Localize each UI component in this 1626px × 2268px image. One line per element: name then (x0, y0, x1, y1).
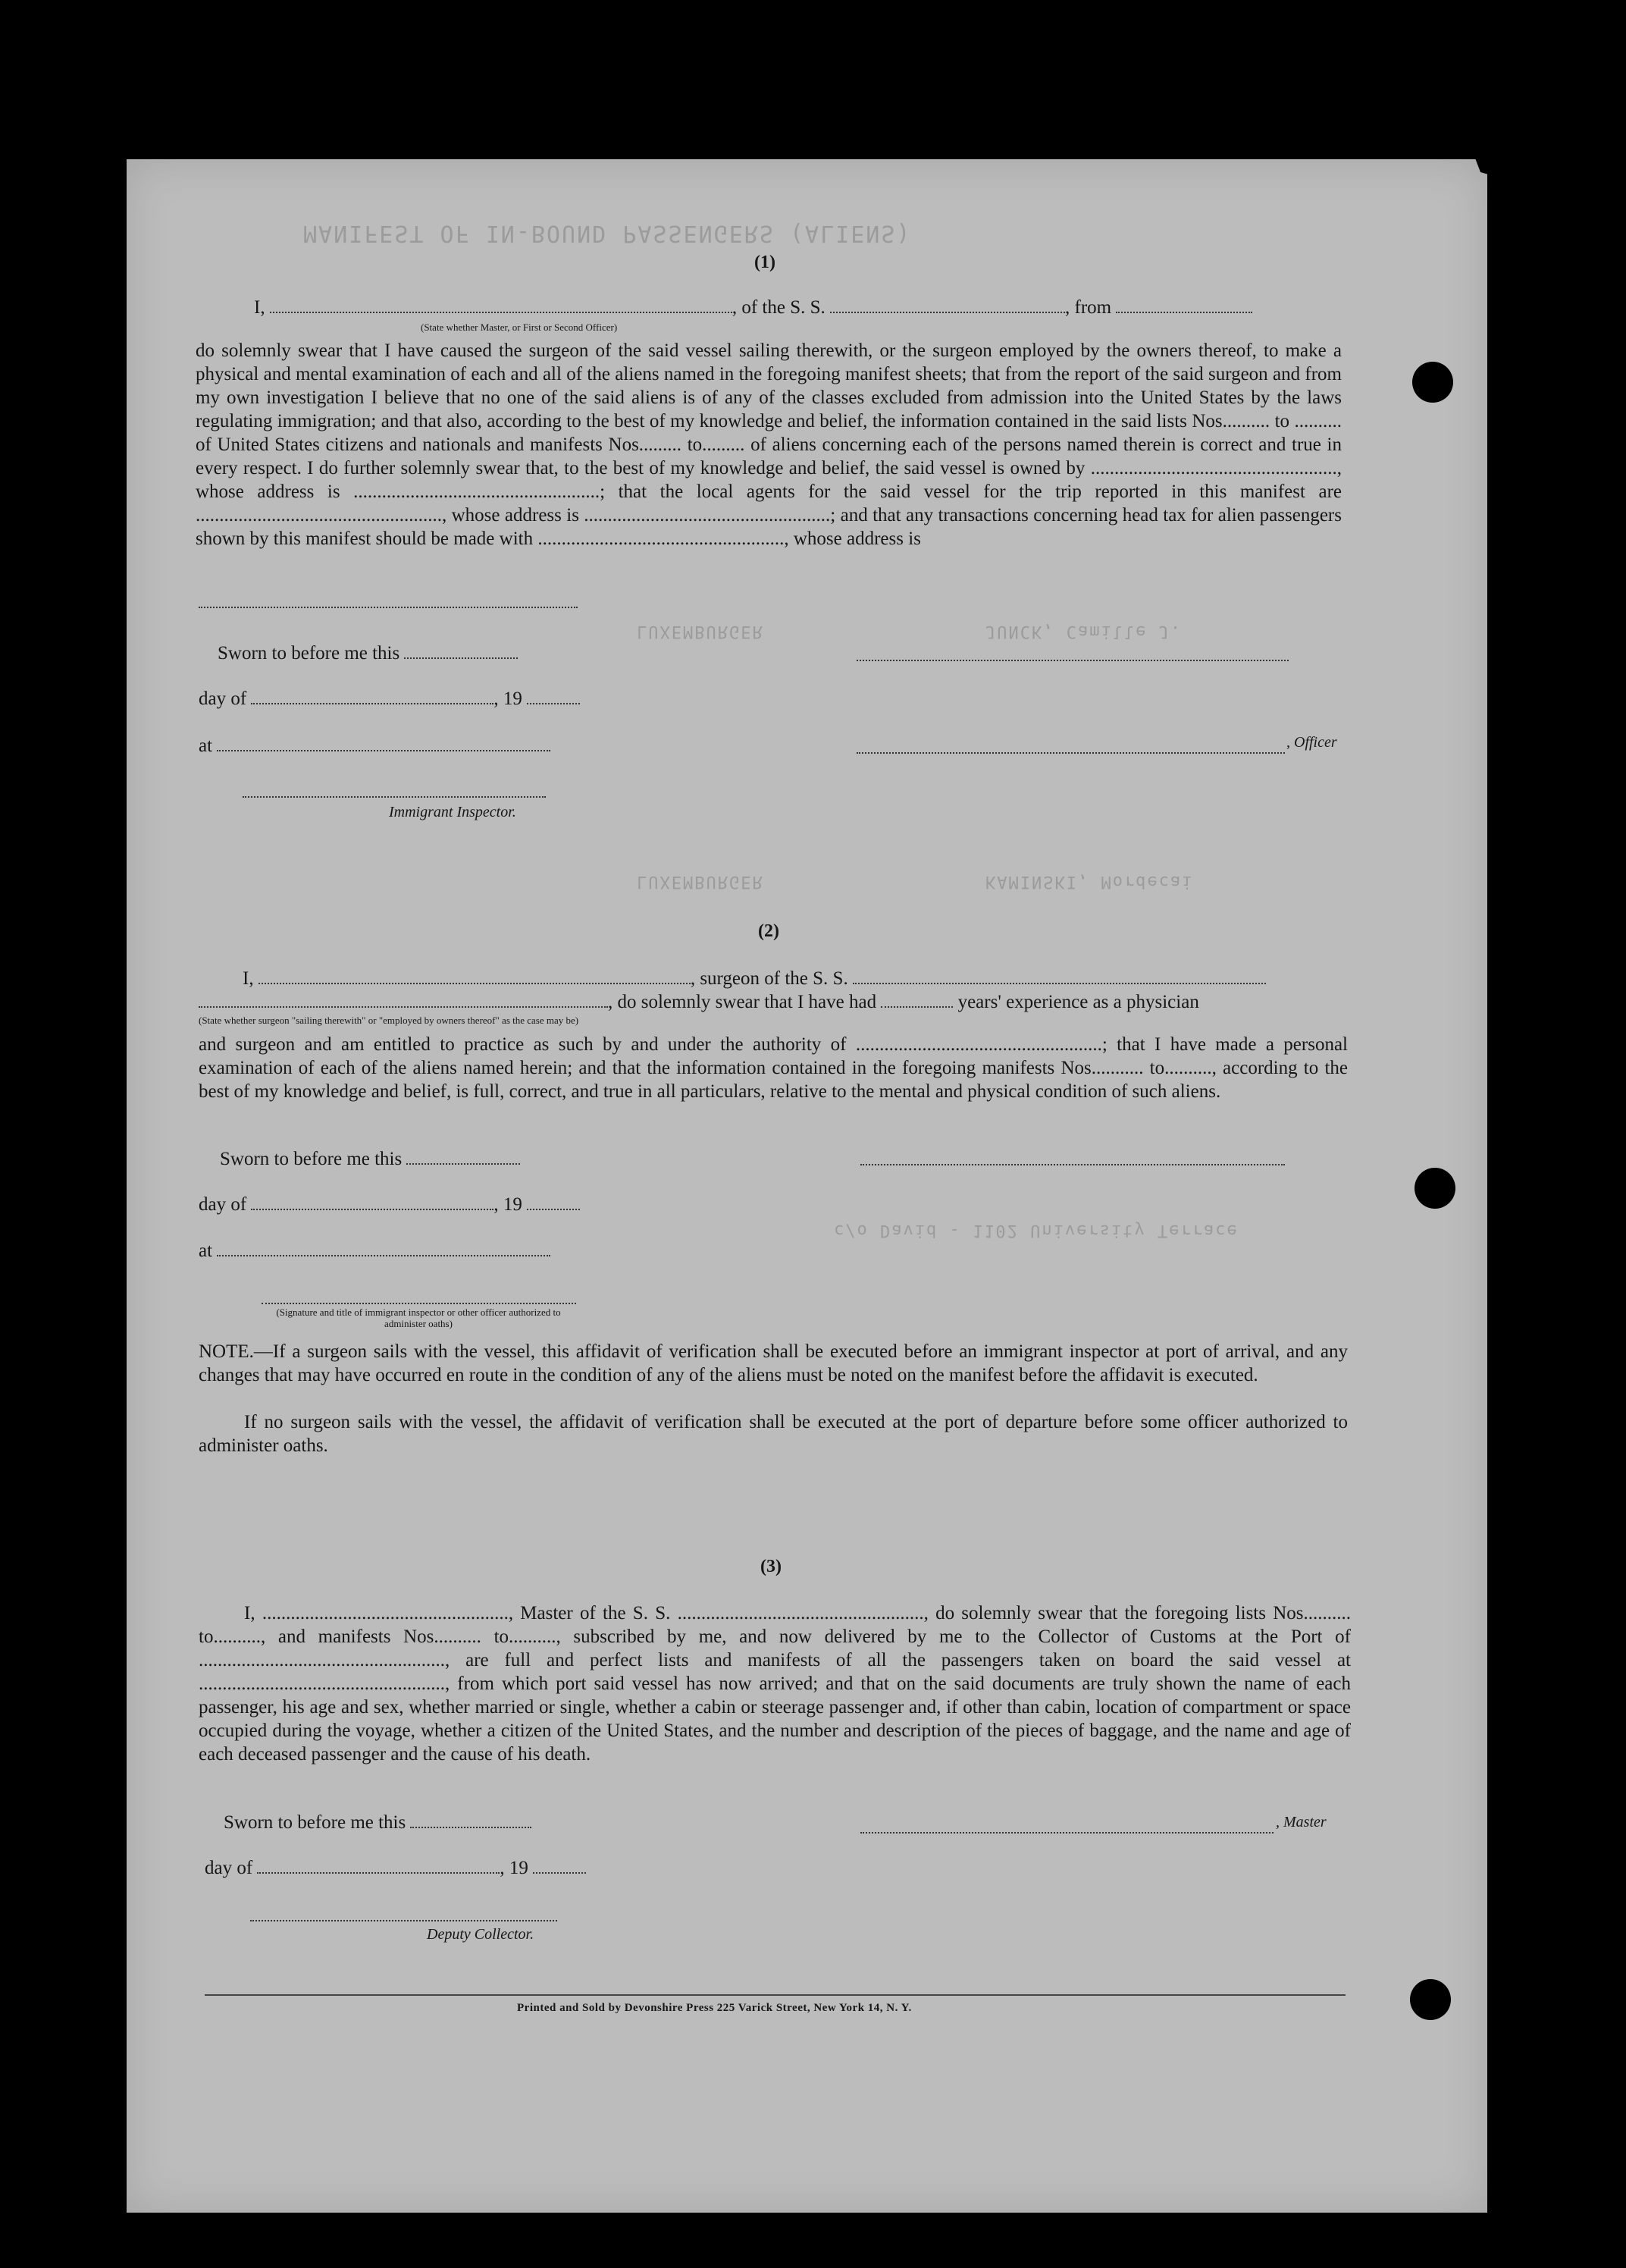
immigrant-inspector-label: Immigrant Inspector. (389, 804, 516, 820)
sworn-date-field[interactable] (404, 644, 518, 659)
punch-hole-bottom (1410, 1979, 1451, 2020)
sworn-date-field[interactable] (406, 1150, 520, 1165)
section-3-day-line (205, 1858, 586, 1879)
day-of-label: day of (199, 689, 247, 709)
dotted-separator (199, 607, 578, 608)
section-1-sworn-line (218, 643, 518, 664)
day-of-label: day of (205, 1858, 253, 1878)
bleed-through-text: LUXEMBURGER (637, 872, 764, 891)
authorized-officer-signature-line[interactable] (262, 1303, 576, 1304)
section-2-at-line (199, 1241, 550, 1262)
section-1-at-line (199, 736, 550, 757)
punch-hole-top (1412, 362, 1453, 403)
day-of-field[interactable] (257, 1859, 500, 1874)
bleed-through-text: c/o David - 1102 University Terrace (834, 1221, 1239, 1240)
sworn-date-field[interactable] (410, 1813, 531, 1828)
surgeon-status-note: (State whether surgeon "sailing therewith" or "employed by owners thereof" as the case may be) (199, 1015, 579, 1026)
section-2-oath-text: and surgeon and am entitled to practice as such by and under the authority of ....................................................; that I have made a personal examination of each of the aliens named herein; and that the information contained in the foregoing manifests Nos........... to.........., according to the best of my knowledge and belief, is full, correct, and true in all particulars, relative to the mental and physical condition of such aliens. (199, 1034, 1348, 1102)
note-paragraph-2: If no surgeon sails with the vessel, the affidavit of verification shall be executed at the port of departure before some officer authorized to administer oaths. (199, 1412, 1348, 1456)
vessel-name-field[interactable] (830, 298, 1065, 313)
signature-line[interactable] (857, 660, 1289, 661)
deputy-collector-label: Deputy Collector. (427, 1926, 534, 1943)
of-the-ss-label: , of the S. S. (732, 297, 826, 318)
section-2-affiant-line (243, 968, 1266, 990)
years-label: years' experience as a physician (957, 992, 1199, 1012)
at-place-field[interactable] (217, 736, 550, 751)
sworn-label: Sworn to before me this (220, 1149, 403, 1169)
officer-name-field[interactable] (270, 298, 732, 313)
section-3-number: (3) (760, 1557, 782, 1576)
surgeon-name-field[interactable] (258, 969, 691, 984)
signature-title-note: (Signature and title of immigrant inspector or other officer authorized to administer oaths) (276, 1307, 561, 1329)
footer-rule (205, 1994, 1346, 1996)
section-3-oath-text: I, ...................................................., Master of the S. S. ...................................................., do solemnly swear that the foregoing lists Nos.......... to.........., and manifests Nos.......... to.........., subscribed by me, and now delivered by me to the Collector of Customs at the Port of ...................................................., are full and perfect lists and manifests of all the passengers taken on board the said vessel at ...................................................., from which port said vessel has now arrived; and that on the said documents are truly shown the name of each passenger, his age and sex, whether married or single, whether a cabin or steerage passenger and, if other than cabin, location of compartment or space occupied during the voyage, whether a citizen of the United States, and the number and description of the pieces of baggage, and the name and age of each deceased passenger and the cause of his death. (199, 1603, 1351, 1765)
officer-label: , Officer (1286, 734, 1337, 751)
surgeon-of-label: , surgeon of the S. S. (690, 968, 848, 989)
at-label: at (199, 736, 213, 756)
section-2-day-line (199, 1194, 580, 1216)
year-field[interactable] (527, 689, 580, 704)
section-2-sworn-line (220, 1149, 520, 1170)
surgeon-vessel-field[interactable] (853, 969, 1266, 984)
from-label: , from (1065, 297, 1112, 318)
bleed-through-text: MANIFEST OF IN-BOUND PASSENGERS (ALIENS) (303, 220, 912, 246)
bleed-through-text: KAMINSKI, Mordecai (985, 872, 1194, 891)
section-2-i: I, (243, 968, 254, 989)
inspector-signature-line[interactable] (243, 796, 546, 798)
section-1-i: I, (254, 297, 265, 318)
section-1-affiant-line (254, 297, 1252, 318)
officer-signature-line[interactable] (857, 752, 1285, 754)
at-label: at (199, 1241, 213, 1261)
at-place-field[interactable] (217, 1241, 550, 1256)
years-field[interactable] (881, 993, 953, 1008)
section-1-day-line (199, 689, 580, 710)
sworn-label: Sworn to before me this (218, 643, 400, 663)
from-port-field[interactable] (1116, 298, 1252, 313)
sworn-label: Sworn to before me this (224, 1812, 406, 1833)
section-3-sworn-line (224, 1812, 531, 1834)
note-paragraph-1: NOTE.—If a surgeon sails with the vessel, this affidavit of verification shall be executed before an immigrant inspector at port of arrival, and any changes that may have occurred en route in the condition of any of the aliens must be noted on the manifest before the affidavit is executed. (199, 1341, 1348, 1385)
swear-label: , do solemnly swear that I have had (608, 992, 877, 1012)
year-label: , 19 (500, 1858, 528, 1878)
section-1-number: (1) (754, 253, 775, 272)
master-label: , Master (1276, 1814, 1327, 1830)
day-of-field[interactable] (251, 1195, 493, 1210)
section-2-experience-line (199, 992, 1199, 1013)
deputy-collector-signature-line[interactable] (250, 1920, 557, 1921)
printer-imprint: Printed and Sold by Devonshire Press 225 Varick Street, New York 14, N. Y. (517, 2002, 912, 2014)
year-field[interactable] (533, 1859, 586, 1874)
master-signature-line[interactable] (860, 1832, 1274, 1834)
section-2-number: (2) (758, 921, 779, 941)
year-field[interactable] (527, 1195, 580, 1210)
punch-hole-middle (1415, 1168, 1455, 1209)
surgeon-signature-line[interactable] (860, 1164, 1285, 1165)
section-1-oath-text: do solemnly swear that I have caused the surgeon of the said vessel sailing therewith, or the surgeon employed by the owners thereof, to make a physical and mental examination of each and all of the aliens named in the foregoing manifest sheets; that from the report of the said surgeon and from my own investigation I believe that no one of the said aliens is of any of the classes excluded from admission into the United States by the laws regulating immigration; and that also, according to the best of my knowledge and belief, the information contained in the said lists Nos.......... to .......... of United States citizens and nationals and manifests Nos......... to......... of aliens concerning each of the persons named therein is correct and true in every respect. I do further solemnly swear that, to the best of my knowledge and belief, the said vessel is owned by ...................................................., whose address is ....................................................; that the local agents for the said vessel for the trip reported in this manifest are ...................................................., whose address is ....................................................; and that any transactions concerning head tax for alien passengers shown by this manifest should be made with ...................................................., whose address is (196, 340, 1342, 549)
year-label: , 19 (493, 689, 522, 709)
day-of-field[interactable] (251, 689, 493, 704)
year-label: , 19 (493, 1194, 522, 1215)
bleed-through-text: JUNCK, Camille J. (985, 622, 1183, 641)
surgeon-status-field[interactable] (199, 993, 608, 1008)
officer-rank-note: (State whether Master, or First or Second Officer) (421, 322, 618, 333)
bleed-through-text: LUXEMBURGER (637, 622, 764, 641)
day-of-label: day of (199, 1194, 247, 1215)
